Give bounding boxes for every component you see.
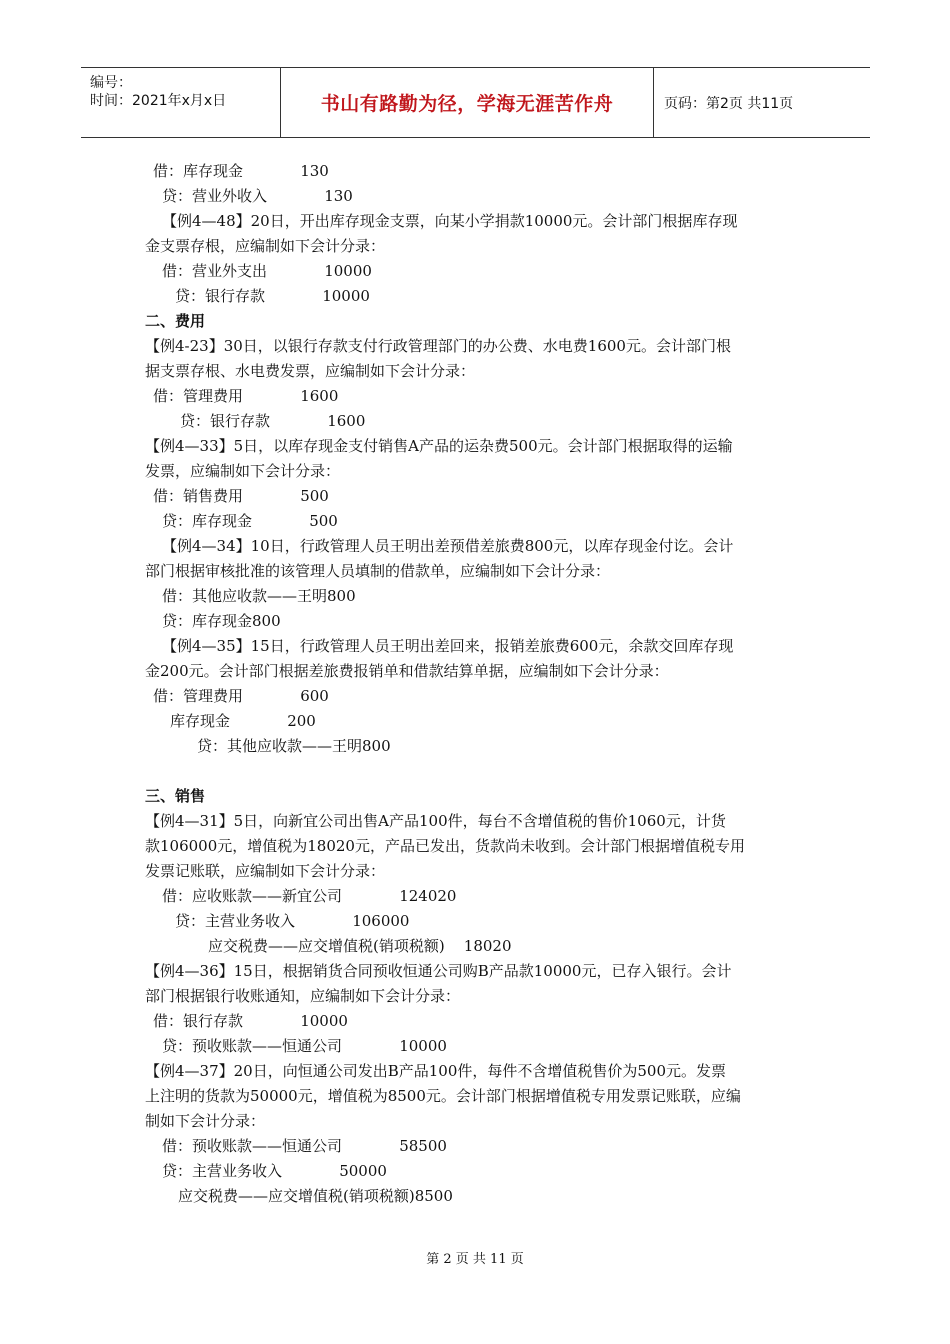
header-page-cell <box>654 68 870 137</box>
document-number-label: 编号： <box>90 75 132 91</box>
text-line: 贷：其他应收款——王明800 <box>197 737 391 755</box>
text-line: 【例4—31】5日，向新宜公司出售A产品100件，每台不含增值税的售价1060元，计货 <box>145 812 726 830</box>
text-line: 借：管理费用 600 <box>153 687 329 705</box>
text-line: 金200元。会计部门根据差旅费报销单和借款结算单据，应编制如下会计分录： <box>145 662 669 680</box>
page-header <box>81 67 870 138</box>
text-line: 贷：营业外收入 130 <box>162 187 353 205</box>
text-line: 借：其他应收款——王明800 <box>162 587 356 605</box>
text-line: 贷：银行存款 10000 <box>175 287 370 305</box>
text-line: 贷：主营业务收入 50000 <box>162 1162 387 1180</box>
text-line: 借：库存现金 130 <box>153 162 329 180</box>
header-meta-cell <box>81 68 281 137</box>
text-line: 【例4—48】20日，开出库存现金支票，向某小学捐款10000元。会计部门根据库存现 <box>162 212 738 230</box>
text-line: 应交税费——应交增值税(销项税额) 18020 <box>208 937 512 955</box>
document-time-label: 时间：2021年x月x日 <box>90 93 227 109</box>
text-line: 借：银行存款 10000 <box>153 1012 348 1030</box>
text-line: 发票记账联，应编制如下会计分录： <box>145 862 386 880</box>
text-line: 发票，应编制如下会计分录： <box>145 462 341 480</box>
text-line: 应交税费——应交增值税(销项税额)8500 <box>178 1187 453 1205</box>
text-line: 制如下会计分录： <box>145 1112 266 1130</box>
text-line: 【例4—34】10日，行政管理人员王明出差预借差旅费800元，以库存现金付讫。会计 <box>162 537 734 555</box>
section-heading: 三、销售 <box>145 787 206 805</box>
text-line: 【例4—37】20日，向恒通公司发出B产品100件，每件不含增值税售价为500元。发票 <box>145 1062 727 1080</box>
text-line: 上注明的货款为50000元，增值税为8500元。会计部门根据增值税专用发票记账联，应编 <box>145 1087 741 1105</box>
text-line: 库存现金 200 <box>170 712 316 730</box>
text-line: 【例4—36】15日，根据销货合同预收恒通公司购B产品款10000元，已存入银行。会计 <box>145 962 732 980</box>
section-heading: 二、费用 <box>145 312 206 330</box>
text-line: 贷：预收账款——恒通公司 10000 <box>162 1037 447 1055</box>
text-line: 借：应收账款——新宜公司 124020 <box>162 887 457 905</box>
text-line: 借：营业外支出 10000 <box>162 262 372 280</box>
text-line: 【例4—33】5日，以库存现金支付销售A产品的运杂费500元。会计部门根据取得的运输 <box>145 437 733 455</box>
header-page-info: 页码：第2页 共11页 <box>664 95 794 112</box>
text-line: 借：管理费用 1600 <box>153 387 339 405</box>
text-line: 贷：主营业务收入 106000 <box>175 912 410 930</box>
text-line: 贷：库存现金 500 <box>162 512 338 530</box>
text-line: 部门根据银行收账通知，应编制如下会计分录： <box>145 987 461 1005</box>
header-motto-cell <box>281 68 654 137</box>
text-line: 借：销售费用 500 <box>153 487 329 505</box>
header-motto: 书山有路勤为径，学海无涯苦作舟 <box>320 93 614 115</box>
text-line: 【例4—35】15日，行政管理人员王明出差回来，报销差旅费600元，余款交回库存现 <box>162 637 734 655</box>
text-line: 贷：银行存款 1600 <box>180 412 366 430</box>
text-line: 借：预收账款——恒通公司 58500 <box>162 1137 447 1155</box>
text-line: 款106000元，增值税为18020元，产品已发出，货款尚未收到。会计部门根据增值税专用 <box>145 837 745 855</box>
page-footer: 第 2 页 共 11 页 <box>426 1252 524 1267</box>
text-line: 金支票存根，应编制如下会计分录： <box>145 237 386 255</box>
text-line: 部门根据审核批准的该管理人员填制的借款单，应编制如下会计分录： <box>145 562 611 580</box>
text-line: 贷：库存现金800 <box>162 612 281 630</box>
text-line: 【例4-23】30日，以银行存款支付行政管理部门的办公费、水电费1600元。会计部门根 <box>145 337 731 355</box>
text-line: 据支票存根、水电费发票，应编制如下会计分录： <box>145 362 476 380</box>
